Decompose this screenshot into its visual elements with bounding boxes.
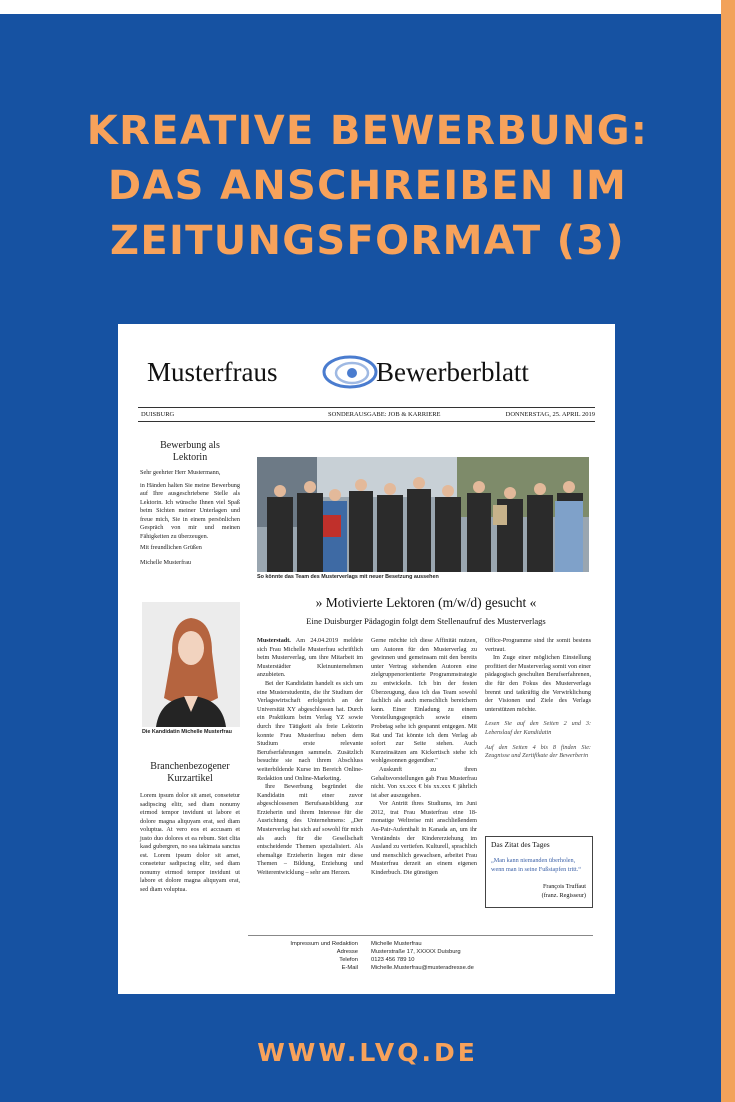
- quote-text: „Man kann niemanden überholen, wenn man in seine Fußstapfen tritt.“: [491, 857, 582, 873]
- cover-letter-text: [140, 469, 240, 567]
- imprint-label-4: E-Mail: [341, 965, 358, 971]
- masthead-right: Bewerberblatt: [376, 357, 529, 387]
- newspaper-logo-icon: [318, 353, 378, 391]
- pin-title: [10, 104, 725, 269]
- sidebar-bottom-heading-2: Kurzartikel: [167, 773, 213, 784]
- cover-letter-body: in Händen halten Sie meine Bewerbung auf Ihre ausgeschriebene Stelle als Lektorin. Ich wünsche Ihnen viel Spaß beim Sichten meiner Unterlagen und freue mich, Sie in einem persönlichen Gespräch von mir und meinen Fähigkeiten zu überzeugen.: [140, 481, 240, 540]
- article-column-2: [371, 637, 477, 878]
- edition-name: SONDERAUSGABE: JOB & KARRIERE: [328, 411, 441, 418]
- team-photo: [257, 457, 589, 572]
- newspaper-page: [118, 324, 615, 994]
- short-article-text: Lorem ipsum dolor sit amet, consetetur sadipscing elitr, sed diam nonumy eirmod tempor invidunt ut labore et dolore magna aliquyam erat, sed diam voluptua. At vero eos et accusam et justo duo dolores et ea rebum. Stet clita kasd gubergren, no sea takimata sanctus est. Lorem ipsum dolor sit amet, consetetur sadipscing elitr, sed diam nonumy eirmod tempor invidunt ut labore et dolore magna aliquyam erat, sed diam voluptua.: [140, 792, 240, 893]
- sidebar-bottom-heading: [140, 761, 240, 785]
- imprint-label-2: Adresse: [336, 949, 358, 955]
- sidebar-top-heading-1: Bewerbung als: [160, 440, 220, 451]
- edition-date: DONNERSTAG, 25. APRIL 2019: [505, 411, 595, 418]
- article-subheadline: Eine Duisburger Pädagogin folgt dem Stellenaufruf des Musterverlags: [306, 616, 546, 626]
- imprint-label-1: Impressum und Redaktion: [290, 941, 358, 947]
- cover-letter-signature: Michelle Musterfrau: [140, 558, 192, 566]
- masthead: [118, 353, 615, 393]
- article-dateline: Musterstadt.: [257, 637, 291, 644]
- candidate-portrait: [142, 602, 240, 727]
- article-c2-p1: Gerne möchte ich diese Affinität nutzen, um Autoren für den Musterverlag zu gewinnen und gemeinsam mit den bereits unter Vertrag stehenden Autoren eine zielgruppenorientierte Programmstrategie zu entwickeln. Ich bin der festen Überzeugung, dass ich das Team sowohl fachlich als auch menschlich bereichern kann. Einer Einladung zu einem Vorstellungsgespräch sowie einem Probetag sehe ich gespannt entgegen. Mit Rat und Tat könnte ich dem Verlag ab sofort zur Seite stehen. Auch Kurzeinsätzen am Kickertisch stehe ich wohlgesonnen gegenüber.": [371, 637, 477, 765]
- article-c1-p3: Ihre Bewerbung begründet die Kandidatin mit einer zuvor abgeschlossenen Berufsausbildung zur Erzieherin und ihrem Interesse für die Ausrichtung des Unternehmens: „Der Musterverlag hat sich auf sowohl für mich als auch für die Gesellschaft entscheidende Themen spezialisiert. Als ehemalige Erzieherin liegen mir diese Themen – Bildung, Erziehung und Weiterentwicklung – sehr am Herzen.: [257, 783, 363, 877]
- masthead-left: Musterfraus: [147, 357, 278, 387]
- article-c1-p1: Am 24.04.2019 meldete sich Frau Michelle Musterfrau schriftlich beim Musterverlag, um ihre Mitarbeit im Musterstädter Kleinunternehmen anzubieten.: [257, 637, 363, 679]
- sidebar-top-heading-2: Lektorin: [172, 452, 208, 463]
- article-column-3: [485, 637, 591, 761]
- title-line-2: DAS ANSCHREIBEN IM: [107, 163, 628, 209]
- masthead-rule-top: [138, 407, 595, 408]
- article-c2-p3: Vor Antritt ihres Studiums, im Juni 2012, trat Frau Musterfrau eine 18-monatige Weltreise mit anschließendem Au-Pair-Aufenthalt in Kanada an, um ihr Verständnis der Kindererziehung im Ausland zu vertiefen. Kulturell, sprachlich und menschlich gewachsen, arbeitet Frau Musterfrau derzeit an einem eigenen Kinderbuch. Die günstigen: [371, 800, 477, 877]
- article-column-1: [257, 637, 363, 878]
- imprint-value-3: 0123 456 789 10: [371, 957, 415, 963]
- article-c3-p2: Im Zuge einer möglichen Einstellung profitiert der Musterverlag somit von einer pädagogisch geschulten Berufserfahrenen, die für den Fokus des Musterverlags brennt und tatkräftig die Verwirklichung der Visionen und Ziele des Verlags unterstützen möchte.: [485, 654, 592, 713]
- cover-letter-closing: Mit freundlichen Grüßen: [140, 544, 202, 551]
- site-url[interactable]: WWW.LVQ.DE: [257, 1038, 478, 1067]
- title-line-3: ZEITUNGSFORMAT (3): [110, 218, 625, 264]
- top-border: [0, 0, 735, 14]
- imprint-labels: [248, 940, 358, 972]
- quote-of-the-day-box: [485, 836, 593, 908]
- quote-author: François Truffaut: [542, 883, 586, 890]
- portrait-caption: Die Kandidatin Michelle Musterfrau: [142, 729, 232, 735]
- quote-author-role: (franz. Regisseur): [541, 891, 586, 899]
- article-headline: » Motivierte Lektoren (m/w/d) gesucht «: [315, 595, 537, 610]
- article-c1-p2: Bei der Kandidatin handelt es sich um eine Musterstudentin, die ihr Studium der Verlagswirtschaft erfolgreich an der Universität XY abgeschlossen hat. Durch ein Praktikum beim Verlag YZ sowie durch ihre Tätigkeit als freie Lektorin konnte Frau Musterfrau neben dem Studium erste relevante Berufserfahrungen sammeln. Zusätzlich besuchte sie nach ihrem Abschluss weiterbildende Kurse im Bereich Online-Redaktion und Online-Marketing.: [257, 679, 363, 782]
- edition-city: DUISBURG: [141, 411, 175, 418]
- sidebar-top-heading: [140, 440, 240, 464]
- imprint-label-3: Telefon: [339, 957, 358, 963]
- title-line-1: KREATIVE BEWERBUNG:: [86, 108, 649, 154]
- article-c2-p2: Auskunft zu ihren Gehaltsvorstellungen gab Frau Musterfrau nicht. Von xx.xxx € bis xx.xxx € jährlich ist aber auszugehen.: [371, 765, 477, 799]
- imprint-value-4: Michelle.Musterfrau@musteradresse.de: [371, 965, 474, 971]
- imprint-values: [371, 940, 571, 972]
- article-note-1: Lesen Sie auf den Seiten 2 und 3: Lebenslauf der Kandidatin: [485, 720, 591, 736]
- article-note-2: Auf den Seiten 4 bis 8 finden Sie: Zeugnisse und Zertifikate der Bewerberin: [485, 743, 591, 760]
- imprint-value-2: Musterstraße 17, XXXXX Duisburg: [371, 949, 461, 955]
- masthead-rule-bottom: [138, 421, 595, 422]
- article-c3-p1: Office-Programme sind ihr somit bestens vertraut.: [485, 637, 591, 653]
- team-photo-caption: So könnte das Team des Musterverlags mit neuer Besetzung aussehen: [257, 574, 439, 580]
- edition-bar: [138, 411, 595, 421]
- sidebar-bottom-heading-1: Branchenbezogener: [150, 761, 230, 772]
- quote-title: Das Zitat des Tages: [491, 840, 550, 849]
- quote-attribution: [542, 883, 586, 900]
- imprint-value-1: Michelle Musterfrau: [371, 941, 422, 947]
- imprint-rule: [248, 935, 593, 936]
- cover-letter-greeting: Sehr geehrter Herr Mustermann,: [140, 469, 221, 476]
